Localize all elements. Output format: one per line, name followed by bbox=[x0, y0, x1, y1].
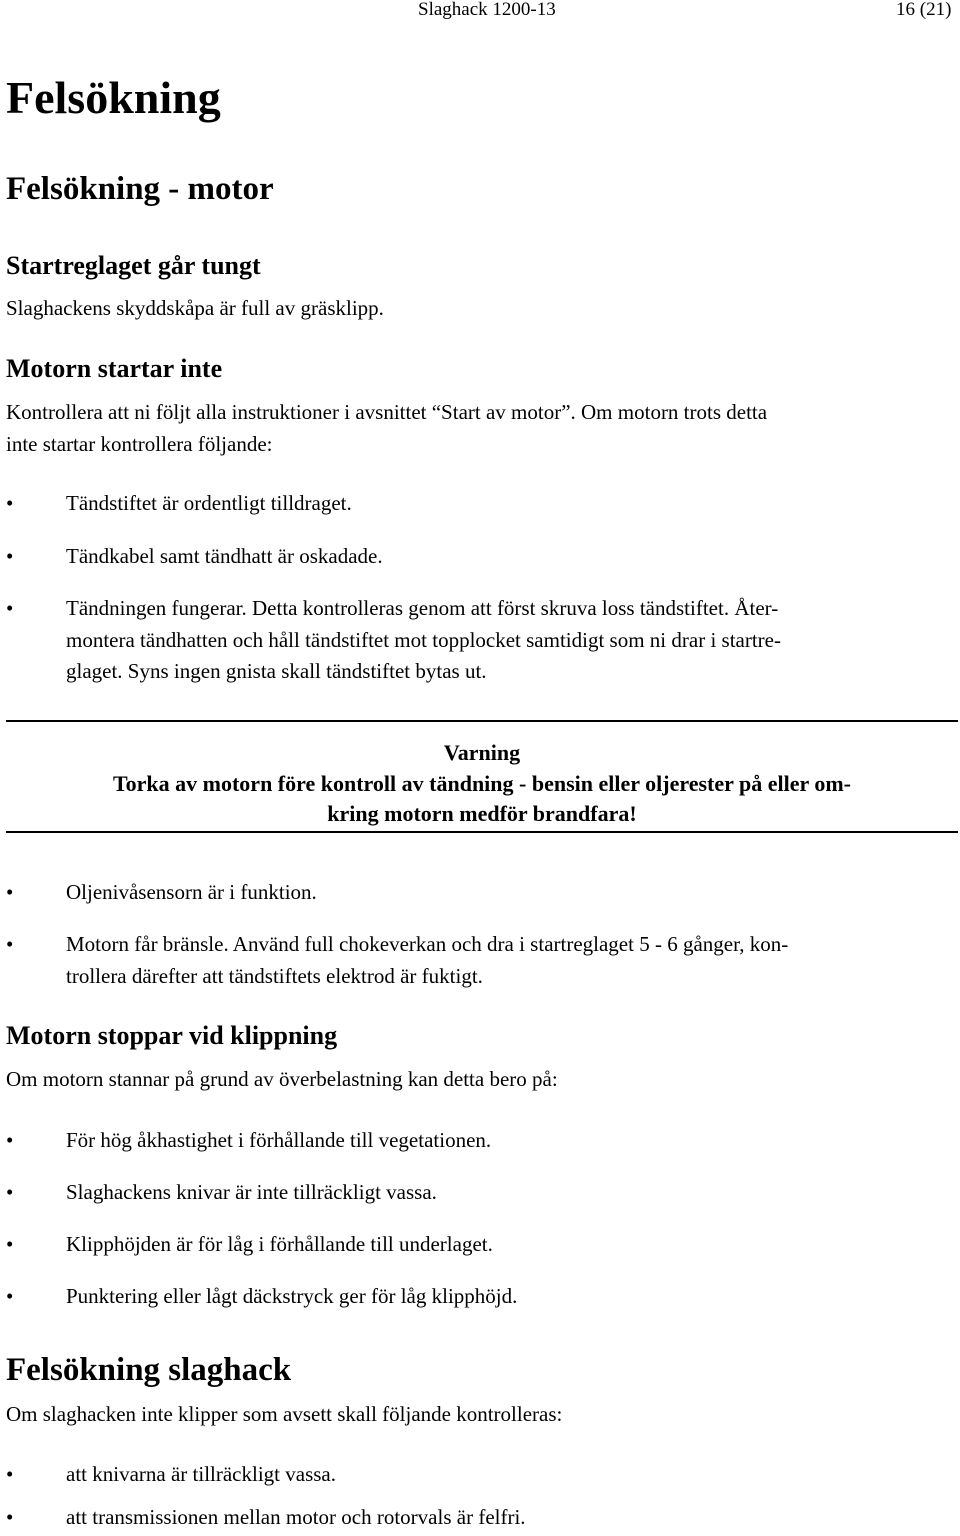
bullet-icon: • bbox=[6, 491, 14, 515]
list-item-text: Tändningen fungerar. Detta kontrolleras genom att först skruva loss tändstiftet. Åter- bbox=[66, 596, 779, 620]
list-item-text: Slaghackens knivar är inte tillräckligt vassa. bbox=[66, 1180, 437, 1204]
paragraph-slaghack-intro: Om slaghacken inte klipper som avsett skall följande kontrolleras: bbox=[6, 1402, 563, 1426]
bullet-icon: • bbox=[6, 1128, 14, 1152]
paragraph-stoppar-intro: Om motorn stannar på grund av överbelastning kan detta bero på: bbox=[6, 1067, 558, 1091]
list-item-text: Motorn får bränsle. Använd full chokeverkan och dra i startreglaget 5 - 6 gånger, kon- bbox=[66, 932, 789, 956]
warning-text-line: Torka av motorn före kontroll av tändning - bensin eller oljerester på eller om- bbox=[113, 771, 851, 796]
paragraph-intro-line: Kontrollera att ni följt alla instruktioner i avsnittet “Start av motor”. Om motorn trots detta bbox=[6, 400, 768, 424]
subheading-startreglage: Startreglaget går tungt bbox=[6, 251, 261, 280]
list-item-text: Tändstiftet är ordentligt tilldraget. bbox=[66, 491, 352, 515]
section-heading-motor: Felsökning - motor bbox=[6, 171, 274, 207]
bullet-icon: • bbox=[6, 1462, 14, 1486]
bullet-icon: • bbox=[6, 1232, 14, 1256]
list-item-text: att knivarna är tillräckligt vassa. bbox=[66, 1462, 336, 1486]
warning-text-line: kring motorn medför brandfara! bbox=[327, 801, 637, 826]
list-item-text: att transmissionen mellan motor och rotorvals är felfri. bbox=[66, 1505, 526, 1529]
bullet-icon: • bbox=[6, 1505, 14, 1529]
subheading-stoppar: Motorn stoppar vid klippning bbox=[6, 1021, 338, 1050]
list-item-text: Oljenivåsensorn är i funktion. bbox=[66, 880, 317, 904]
list-item-text: Klipphöjden är för låg i förhållande till underlaget. bbox=[66, 1232, 493, 1256]
page-title: Felsökning bbox=[6, 72, 221, 123]
bullet-icon: • bbox=[6, 880, 14, 904]
paragraph-intro-line: inte startar kontrollera följande: bbox=[6, 432, 273, 456]
bullet-icon: • bbox=[6, 932, 14, 956]
bullet-icon: • bbox=[6, 1180, 14, 1204]
subheading-startar-inte: Motorn startar inte bbox=[6, 354, 223, 383]
section-heading-slaghack: Felsökning slaghack bbox=[6, 1352, 292, 1388]
bullet-icon: • bbox=[6, 596, 14, 620]
list-item-text-continued: glaget. Syns ingen gnista skall tändstiftet bytas ut. bbox=[66, 659, 487, 683]
list-item-text: För hög åkhastighet i förhållande till vegetationen. bbox=[66, 1128, 492, 1152]
warning-title: Varning bbox=[443, 740, 521, 765]
warning-top-rule bbox=[6, 720, 958, 722]
bullet-icon: • bbox=[6, 1284, 14, 1308]
list-item-text: Tändkabel samt tändhatt är oskadade. bbox=[66, 544, 383, 568]
bullet-icon: • bbox=[6, 544, 14, 568]
paragraph-startreglage: Slaghackens skyddskåpa är full av gräsklipp. bbox=[6, 296, 384, 320]
warning-bottom-rule bbox=[6, 831, 958, 833]
document-title: Slaghack 1200-13 bbox=[418, 0, 556, 20]
list-item-text: Punktering eller lågt däckstryck ger för låg klipphöjd. bbox=[66, 1284, 518, 1308]
list-item-text-continued: montera tändhatten och håll tändstiftet mot topplocket samtidigt som ni drar i startre- bbox=[66, 628, 781, 652]
list-item-text-continued: trollera därefter att tändstiftets elektrod är fuktigt. bbox=[66, 964, 483, 988]
page-number: 16 (21) bbox=[896, 0, 952, 20]
